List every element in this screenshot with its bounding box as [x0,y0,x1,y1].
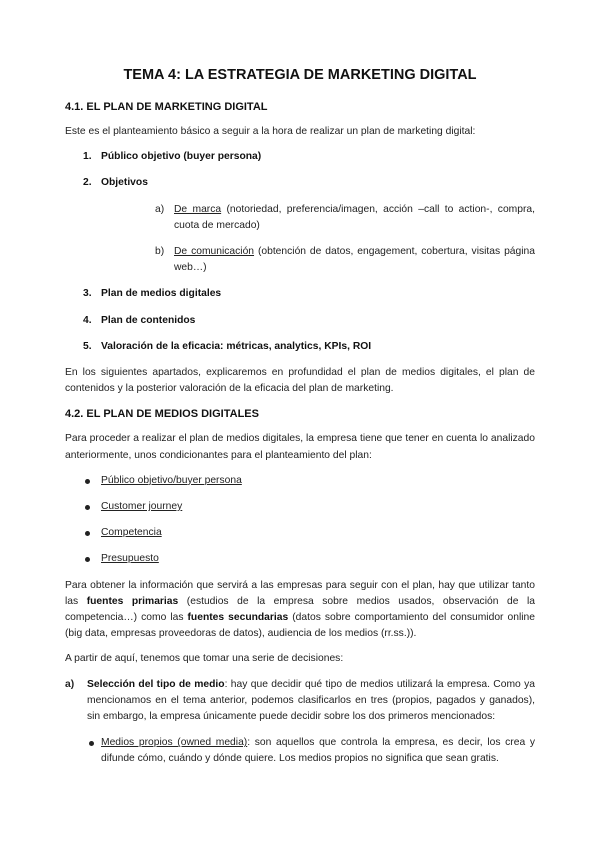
step-label: Plan de medios digitales [101,288,222,300]
plan-step [65,339,535,355]
sources-text: (datos sobre comportamiento del consumidor online (big data, empresas proveedoras de datos), audiencia de los medios (rr.ss.)). [65,612,535,640]
bullet-icon [89,741,94,746]
bullet-icon [85,531,90,536]
objective-term: De marca [174,203,222,215]
step-number: 5. [83,340,92,352]
plan-step [65,286,535,302]
list-item [65,473,535,489]
objectives-sublist [101,202,535,277]
media-types-list [65,735,535,767]
section1-closing: En los siguientes apartados, explicaremos en profundidad el plan de medios digitales, el plan de contenidos y la posterior valoración de la eficacia del plan de marketing. [65,367,535,395]
decision-item [65,677,535,726]
sources-paragraph [65,578,535,643]
page-title: TEMA 4: LA ESTRATEGIA DE MARKETING DIGITAL [123,67,477,83]
list-item [65,735,535,767]
step-label: Valoración de la eficacia: métricas, analytics, KPIs, ROI [101,340,372,352]
step-number: 4. [83,314,92,326]
media-text: : son aquellos que controla la empresa, es decir, los crea y difunde cómo, cuándo y dónde quiere. Los medios propios no significa que sean gratis. [101,737,535,765]
sources-text: (estudios de la empresa sobre medios usados, observación de la competencia…) como las [65,595,535,624]
objective-desc: (notoriedad, preferencia/imagen, acción –call to action-, compra, cuota de mercado) [174,203,535,231]
conditions-list [65,473,535,568]
step-label: Objetivos [101,177,148,189]
objective-item [101,202,535,234]
decision-text: : hay que decidir qué tipo de medios utilizará la empresa. Como ya mencionamos en el tema anterior, podemos clasificarlos en tres (propios, pagados y ganados), sin embargo, la empresa únicamente puede decidir sobre los dos primeros mencionados: [87,678,535,723]
condition-label: Público objetivo/buyer persona [101,474,242,486]
plan-step [65,149,535,165]
decision-letter: a) [65,678,75,690]
step-number: 2. [83,177,92,189]
step-number: 1. [83,151,92,163]
plan-step [65,175,535,276]
step-label: Plan de contenidos [101,314,196,326]
list-item [65,551,535,567]
objective-letter: b) [155,246,165,258]
condition-label: Customer journey [101,501,183,513]
media-term: Medios propios (owned media) [101,737,248,749]
bullet-icon [85,557,90,562]
list-item [65,499,535,515]
section-heading-plan-marketing: 4.1. EL PLAN DE MARKETING DIGITAL [65,101,268,113]
condition-label: Presupuesto [101,553,159,565]
bullet-icon [85,479,90,484]
decisions-intro: A partir de aquí, tenemos que tomar una serie de decisiones: [65,653,344,665]
list-item [65,525,535,541]
bullet-icon [85,505,90,510]
section2-intro: Para proceder a realizar el plan de medios digitales, la empresa tiene que tener en cuenta lo analizado anteriormente, unos condicionantes para el planteamiento del plan: [65,433,535,461]
objective-letter: a) [155,203,165,215]
secondary-sources: fuentes secundarias [187,612,289,624]
step-label: Público objetivo (buyer persona) [101,151,262,163]
plan-step [65,313,535,329]
decision-title: Selección del tipo de medio [87,678,225,690]
primary-sources: fuentes primarias [86,595,179,607]
sources-text: Para obtener la información que servirá a las empresas para seguir con el plan, hay que utilizar tanto las [65,579,535,607]
section-heading-plan-medios: 4.2. EL PLAN DE MEDIOS DIGITALES [65,408,259,421]
objective-term: De comunicación [174,246,255,258]
objective-item [101,244,535,276]
section1-intro: Este es el planteamiento básico a seguir a la hora de realizar un plan de marketing digital: [65,126,476,137]
condition-label: Competencia [101,527,162,539]
plan-steps-list [65,149,535,355]
step-number: 3. [83,288,92,300]
objective-desc: (obtención de datos, engagement, cobertura, visitas página web…) [174,246,535,274]
